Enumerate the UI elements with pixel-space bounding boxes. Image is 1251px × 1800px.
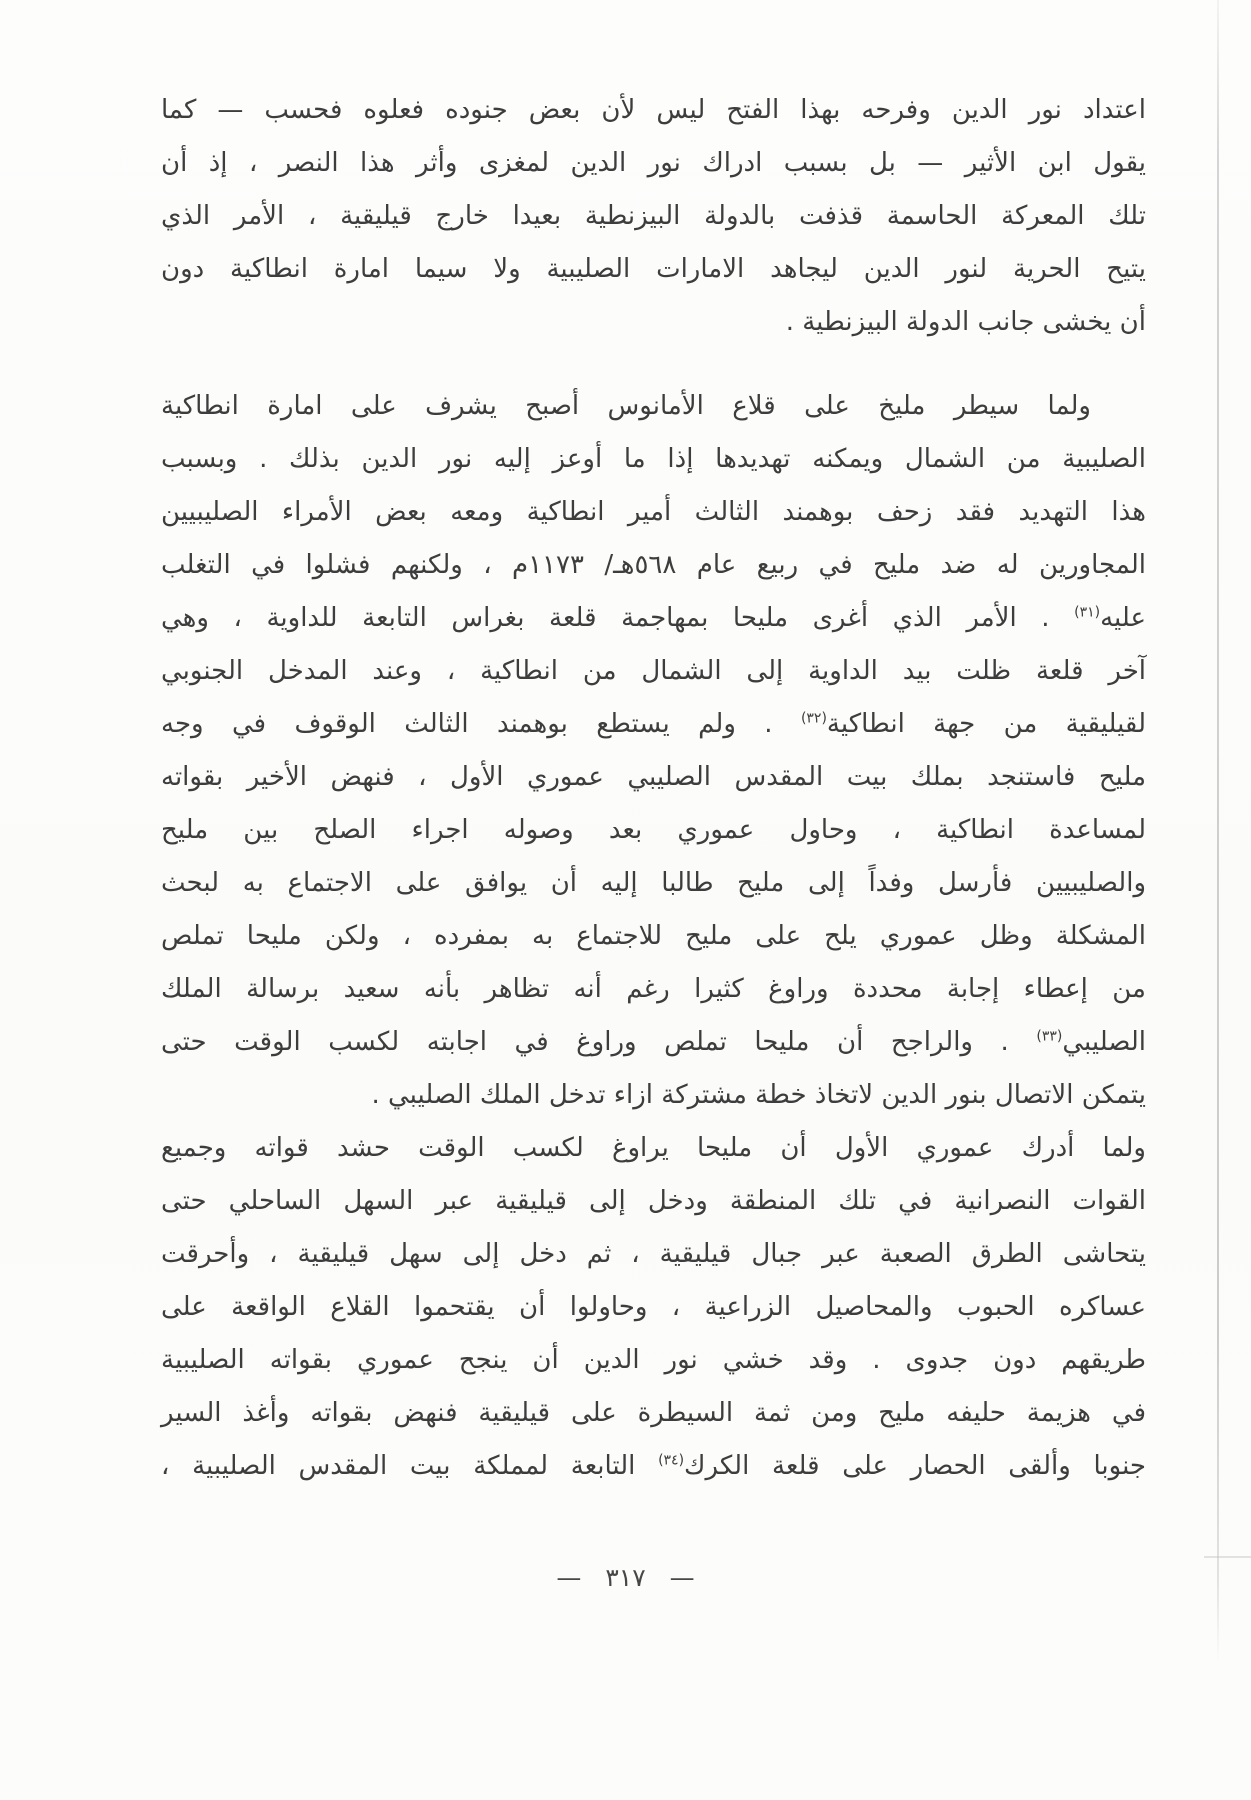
text-segment: هذا التهديد فقد زحف بوهمند الثالث أمير انطاكية ومعه بعض الأمراء الصليبيين bbox=[161, 497, 1146, 527]
text-segment: ولما أدرك عموري الأول أن مليحا يراوغ لكسب الوقت حشد قواته وجميع bbox=[161, 1133, 1146, 1163]
text-line bbox=[161, 698, 1146, 751]
text-segment: لمساعدة انطاكية ، وحاول عموري بعد وصوله اجراء الصلح بين مليح bbox=[161, 815, 1146, 845]
text-segment: جنوبا وألقى الحصار على قلعة الكرك bbox=[684, 1451, 1146, 1481]
text-line bbox=[161, 963, 1146, 1016]
text-segment: الصليبية من الشمال ويمكنه تهديدها إذا ما أوعز إليه نور الدين بذلك . وبسبب bbox=[161, 444, 1146, 474]
text-segment: عساكره الحبوب والمحاصيل الزراعية ، وحاولوا أن يقتحموا القلاع الواقعة على bbox=[161, 1292, 1146, 1322]
text-segment: يقول ابن الأثير — بل بسبب ادراك نور الدين لمغزى وأثر هذا النصر ، إذ أن bbox=[161, 148, 1146, 178]
text-line bbox=[161, 1281, 1146, 1334]
text-line bbox=[161, 1069, 1146, 1122]
text-segment: اعتداد نور الدين وفرحه بهذا الفتح ليس لأن بعض جنوده فعلوه فحسب — كما bbox=[161, 95, 1146, 125]
text-line bbox=[161, 592, 1146, 645]
scan-edge-artifact bbox=[1217, 0, 1219, 1662]
footnote-marker: (٣١) bbox=[1074, 604, 1101, 621]
text-segment: يتيح الحرية لنور الدين ليجاهد الامارات الصليبية ولا سيما امارة انطاكية دون bbox=[161, 254, 1146, 284]
text-segment: لقيليقية من جهة انطاكية bbox=[826, 709, 1146, 739]
text-segment: تلك المعركة الحاسمة قذفت بالدولة البيزنطية بعيدا خارج قيليقية ، الأمر الذي bbox=[161, 201, 1146, 231]
text-line bbox=[161, 910, 1146, 963]
text-line bbox=[161, 1334, 1146, 1387]
text-line bbox=[161, 296, 1146, 349]
text-line bbox=[161, 243, 1146, 296]
text-segment: . والراجح أن مليحا تملص وراوغ في اجابته لكسب الوقت حتى bbox=[161, 1027, 1037, 1057]
text-segment: . ولم يستطع بوهمند الثالث الوقوف في وجه bbox=[161, 709, 801, 739]
text-segment: طريقهم دون جدوى . وقد خشي نور الدين أن ينجح عموري بقواته الصليبية bbox=[161, 1345, 1146, 1375]
text-line bbox=[161, 1175, 1146, 1228]
text-segment: مليح فاستنجد بملك بيت المقدس الصليبي عموري الأول ، فنهض الأخير بقواته bbox=[161, 762, 1146, 792]
text-line bbox=[161, 84, 1146, 137]
text-segment: آخر قلعة ظلت بيد الداوية إلى الشمال من انطاكية ، وعند المدخل الجنوبي bbox=[161, 656, 1146, 686]
text-line bbox=[161, 1016, 1146, 1069]
text-segment: يتمكن الاتصال بنور الدين لاتخاذ خطة مشتركة ازاء تدخل الملك الصليبي . bbox=[371, 1080, 1146, 1110]
text-segment: المشكلة وظل عموري يلح على مليح للاجتماع به بمفرده ، ولكن مليحا تملص bbox=[161, 921, 1146, 951]
text-segment: ولما سيطر مليخ على قلاع الأمانوس أصبح يشرف على امارة انطاكية bbox=[161, 391, 1091, 421]
text-line bbox=[161, 137, 1146, 190]
text-line bbox=[161, 645, 1146, 698]
text-segment: المجاورين له ضد مليح في ربيع عام ٥٦٨هـ/ ١١٧٣م ، ولكنهم فشلوا في التغلب bbox=[161, 550, 1146, 580]
footnote-marker: (٣٢) bbox=[800, 710, 827, 727]
text-segment: يتحاشى الطرق الصعبة عبر جبال قيليقية ، ثم دخل إلى سهل قيليقية ، وأحرقت bbox=[161, 1239, 1146, 1269]
footnote-marker: (٣٣) bbox=[1036, 1028, 1063, 1045]
text-line bbox=[161, 190, 1146, 243]
text-segment: من إعطاء إجابة محددة وراوغ كثيرا رغم أنه تظاهر بأنه سعيد برسالة الملك bbox=[161, 974, 1146, 1004]
text-line bbox=[161, 380, 1146, 433]
footnote-marker: (٣٤) bbox=[658, 1452, 685, 1469]
text-line bbox=[161, 486, 1146, 539]
text-line bbox=[161, 1122, 1146, 1175]
text-line bbox=[161, 1228, 1146, 1281]
page-number: — ٣١٧ — bbox=[556, 1563, 695, 1592]
text-line bbox=[161, 539, 1146, 592]
text-segment: القوات النصرانية في تلك المنطقة ودخل إلى قيليقية عبر السهل الساحلي حتى bbox=[161, 1186, 1146, 1216]
text-line bbox=[161, 751, 1146, 804]
body-text bbox=[161, 84, 1146, 1493]
text-line bbox=[161, 433, 1146, 486]
text-line bbox=[161, 804, 1146, 857]
text-segment: . الأمر الذي أغرى مليحا بمهاجمة قلعة بغراس التابعة للداوية ، وهي bbox=[161, 603, 1075, 633]
text-line bbox=[161, 857, 1146, 910]
text-segment: في هزيمة حليفه مليح ومن ثمة السيطرة على قيليقية فنهض بقواته وأغذ السير bbox=[161, 1398, 1146, 1428]
text-segment: عليه bbox=[1100, 603, 1146, 633]
text-segment: والصليبيين فأرسل وفداً إلى مليح طالبا إليه أن يوافق على الاجتماع به لبحث bbox=[161, 868, 1146, 898]
text-segment: الصليبي bbox=[1062, 1027, 1146, 1057]
text-segment: التابعة لمملكة بيت المقدس الصليبية ، bbox=[161, 1451, 659, 1481]
text-line bbox=[161, 1440, 1146, 1493]
text-line bbox=[161, 1387, 1146, 1440]
text-segment: أن يخشى جانب الدولة البيزنطية . bbox=[785, 307, 1146, 337]
